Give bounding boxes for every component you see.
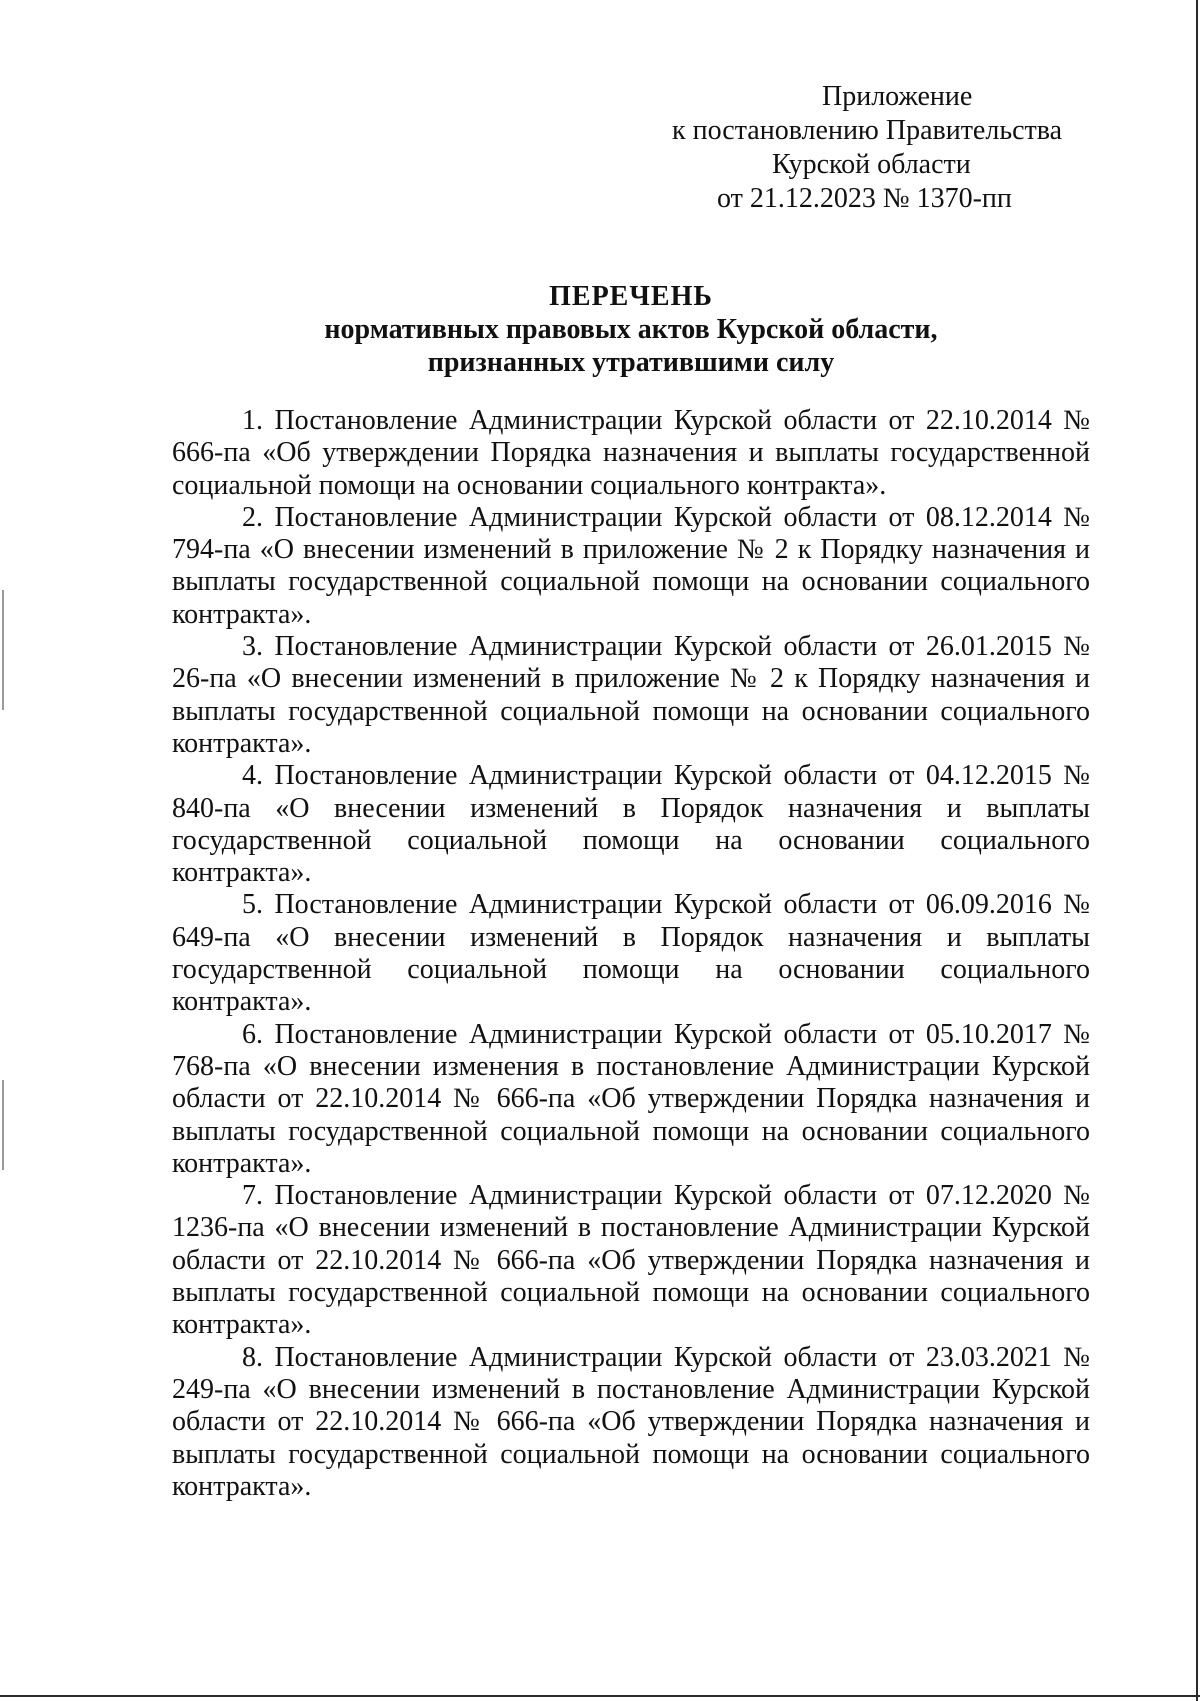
list-item: 2. Постановление Администрации Курской области от 08.12.2014 № 794-па «О внесении изменений в приложение № 2 к Порядку назначения и выплаты государственной социальной помощи на основании социального контракта». <box>172 501 1090 630</box>
list-item: 6. Постановление Администрации Курской области от 05.10.2017 № 768-па «О внесении изменения в постановление Администрации Курской области от 22.10.2014 № 666-па «Об утверждении Порядка назначения и выплаты государственной социальной помощи на основании социального контракта». <box>172 1018 1090 1179</box>
list-item: 7. Постановление Администрации Курской области от 07.12.2020 № 1236-па «О внесении изменений в постановление Администрации Курской области от 22.10.2014 № 666-па «Об утверждении Порядка назначения и выплаты государственной социальной помощи на основании социального контракта». <box>172 1180 1090 1341</box>
appendix-header <box>660 80 1090 216</box>
document-title <box>172 280 1090 379</box>
title-subtitle: признанных утратившими силу <box>427 347 835 378</box>
list-item: 4. Постановление Администрации Курской области от 04.12.2015 № 840-па «О внесении изменений в Порядок назначения и выплаты государственной социальной помощи на основании социального контракта». <box>172 760 1090 889</box>
appendix-line: от 21.12.2023 № 1370-пп <box>717 183 1012 214</box>
appendix-line: Курской области <box>772 149 971 180</box>
scan-speck <box>2 1080 4 1170</box>
list-item: 3. Постановление Администрации Курской области от 26.01.2015 № 26-па «О внесении изменений в приложение № 2 к Порядку назначения и выплаты государственной социальной помощи на основании социального контракта». <box>172 631 1090 759</box>
list-item: 5. Постановление Администрации Курской области от 06.09.2016 № 649-па «О внесении изменений в Порядок назначения и выплаты государственной социальной помощи на основании социального контракта». <box>172 889 1090 1018</box>
scan-edge-bottom <box>0 1695 1200 1697</box>
appendix-line: к постановлению Правительства <box>672 115 1063 146</box>
title-subtitle: нормативных правовых актов Курской области, <box>324 314 938 345</box>
list-item: 1. Постановление Администрации Курской области от 22.10.2014 № 666-па «Об утверждении Порядка назначения и выплаты государственной социальной помощи на основании социального контракта». <box>172 405 1090 501</box>
repealed-acts-list <box>172 405 1090 1503</box>
title-heading: ПЕРЕЧЕНЬ <box>549 281 713 312</box>
list-item: 8. Постановление Администрации Курской области от 23.03.2021 № 249-па «О внесении изменений в постановление Администрации Курской области от 22.10.2014 № 666-па «Об утверждении Порядка назначения и выплаты государственной социальной помощи на основании социального контракта». <box>172 1341 1090 1502</box>
appendix-line: Приложение <box>822 81 973 112</box>
scan-edge-right <box>1196 0 1198 1701</box>
scan-speck <box>2 590 4 710</box>
